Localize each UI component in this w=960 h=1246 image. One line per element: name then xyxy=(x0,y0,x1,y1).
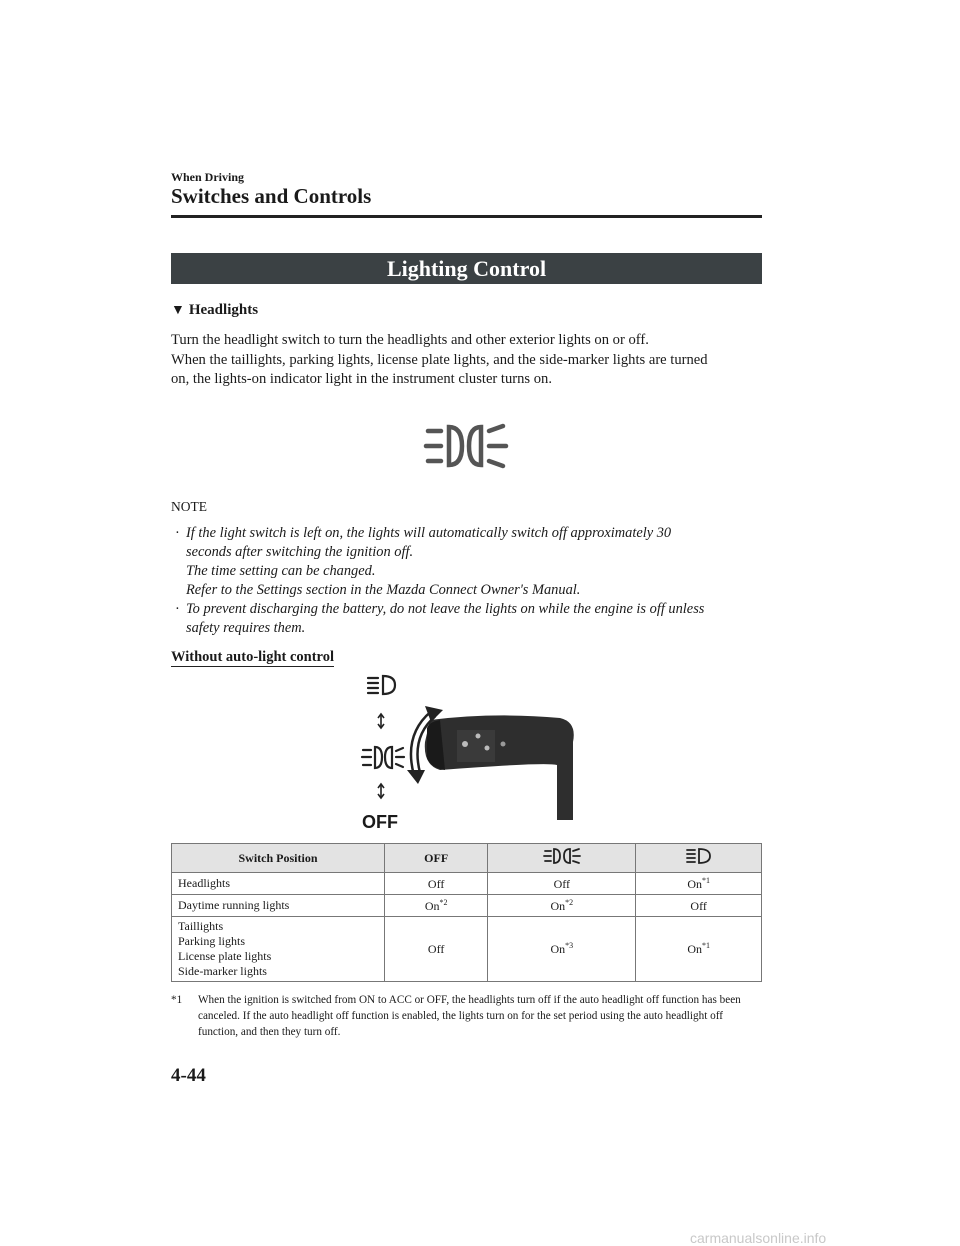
section-label: When Driving xyxy=(171,170,245,184)
note-list xyxy=(175,524,765,638)
title-rule xyxy=(171,215,762,218)
note-line: Refer to the Settings section in the Mazda Connect Owner's Manual. xyxy=(186,582,581,598)
table-cell: On$^{*2}$ xyxy=(385,895,488,917)
headlight-icon xyxy=(368,676,395,694)
page-number: 4-44 xyxy=(171,1065,206,1086)
row-label: Daytime running lights xyxy=(172,895,385,917)
parking-light-icon xyxy=(542,846,582,866)
intro-paragraph xyxy=(171,331,771,390)
parking-light-icon xyxy=(423,421,509,471)
subheading xyxy=(171,302,258,319)
watermark: carmanualsonline.info xyxy=(690,1230,827,1246)
footnote xyxy=(171,992,762,1040)
note-item xyxy=(175,600,765,638)
table-cell: On$^{*1}$ xyxy=(636,917,762,982)
table-cell: Off xyxy=(636,895,762,917)
table-row xyxy=(172,895,762,917)
row-label: Taillights Parking lights License plate lights Side-marker lights xyxy=(172,917,385,982)
table-header-cell: Switch Position xyxy=(172,844,385,873)
intro-line: Turn the headlight switch to turn the headlights and other exterior lights on or off. xyxy=(171,332,649,348)
table-cell: On$^{*2}$ xyxy=(488,895,636,917)
table-cell: Off xyxy=(385,873,488,895)
parking-light-icon xyxy=(362,747,404,768)
table-cell: Off xyxy=(385,917,488,982)
table-header-cell xyxy=(636,844,762,873)
note-label: NOTE xyxy=(171,499,207,514)
table-header-row xyxy=(172,844,762,873)
row-label: Headlights xyxy=(172,873,385,895)
off-position-label: OFF xyxy=(362,812,398,832)
table-header-cell xyxy=(488,844,636,873)
note-line: seconds after switching the ignition off. xyxy=(186,544,414,560)
subsection-label: Without auto-light control xyxy=(171,649,335,665)
table-cell: On$^{*3}$ xyxy=(488,917,636,982)
table-cell: Off xyxy=(488,873,636,895)
note-line: · If the light switch is left on, the lights will automatically switch off approximately 30 xyxy=(186,525,672,541)
table-cell: On$^{*1}$ xyxy=(636,873,762,895)
intro-line: When the taillights, parking lights, license plate lights, and the side-marker lights are turned xyxy=(171,351,708,368)
note-line: safety requires them. xyxy=(186,620,306,636)
triangle-down-icon: ▼ xyxy=(171,303,185,318)
subheading-text: Headlights xyxy=(188,302,259,318)
note-line: · To prevent discharging the battery, do not leave the lights on while the engine is off unless xyxy=(186,601,705,617)
page-title: Switches and Controls xyxy=(171,184,372,208)
footnote-text: When the ignition is switched from ON to ACC or OFF, the headlights turn off if the auto headlight off function has been canceled. If the auto headlight off function is enabled, the lights turn on for the set period using the auto headlight off function, and then they turn off. xyxy=(198,994,741,1038)
note-item xyxy=(175,524,765,600)
section-banner: Lighting Control xyxy=(171,253,762,284)
headlight-icon xyxy=(683,846,715,866)
note-line: The time setting can be changed. xyxy=(186,563,376,579)
table-header-cell: OFF xyxy=(385,844,488,873)
intro-line: on, the lights-on indicator light in the instrument cluster turns on. xyxy=(171,371,553,387)
table-row xyxy=(172,873,762,895)
footnote-mark: *1 xyxy=(171,994,183,1006)
table-row xyxy=(172,917,762,982)
switch-position-table xyxy=(171,843,762,982)
